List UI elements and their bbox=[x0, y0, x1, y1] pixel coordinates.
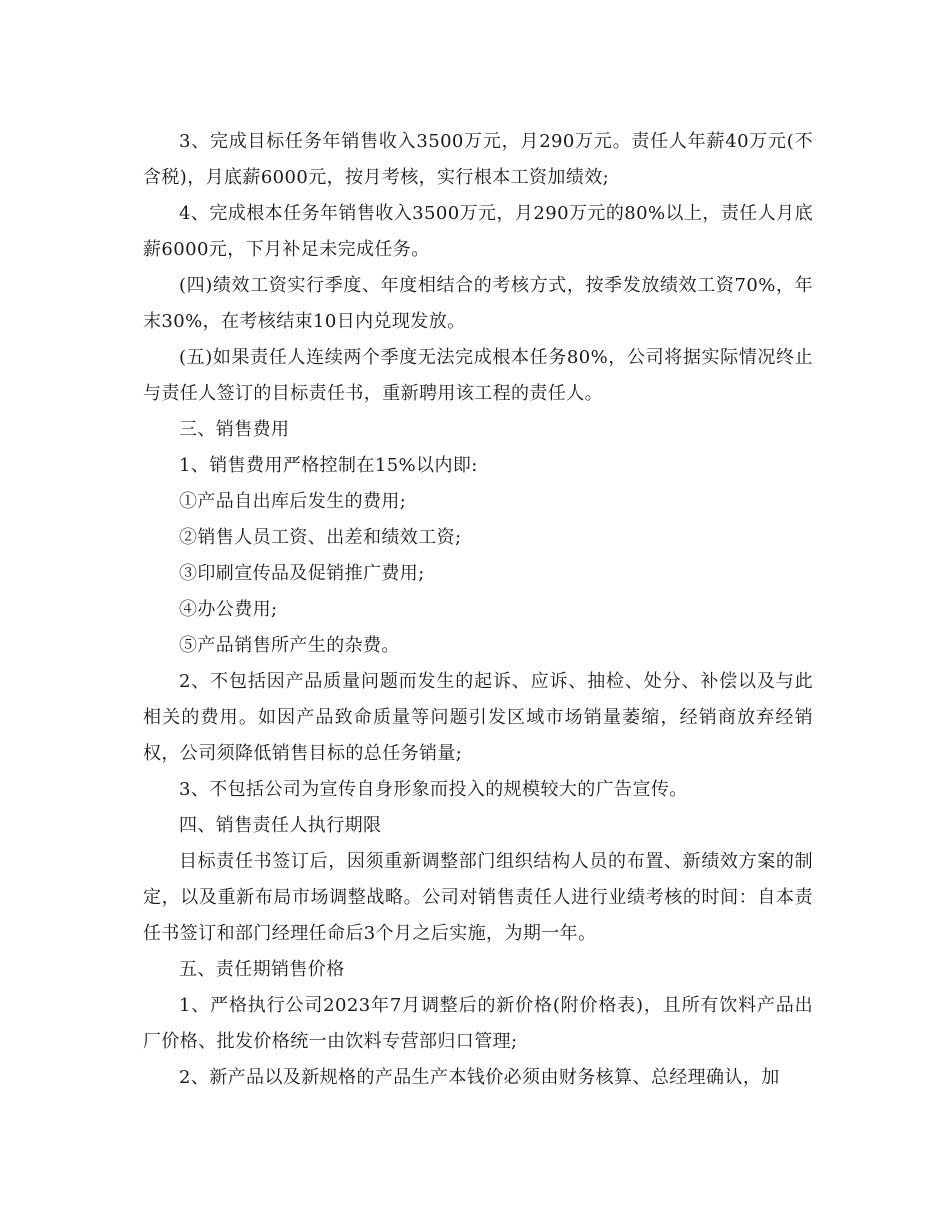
section-heading-sales-expenses: 三、销售费用 bbox=[179, 419, 290, 440]
paragraph-base-task: 4、完成根本任务年销售收入3500万元，月290万元的80%以上，责任人月底薪6000元，下月补足未完成任务。 bbox=[143, 203, 813, 260]
list-item-expense-4: ④办公费用; bbox=[179, 599, 278, 620]
paragraph-termination: (五)如果责任人连续两个季度无法完成根本任务80%，公司将据实际情况终止与责任人签订的目标责任书，重新聘用该工程的责任人。 bbox=[143, 347, 813, 404]
paragraph-advertising-exclusion: 3、不包括公司为宣传自身形象而投入的规模较大的广告宣传。 bbox=[179, 779, 688, 800]
list-item-expense-2: ②销售人员工资、出差和绩效工资; bbox=[179, 527, 462, 548]
paragraph-target-task: 3、完成目标任务年销售收入3500万元，月290万元。责任人年薪40万元(不含税)，月底薪6000元，按月考核，实行根本工资加绩效; bbox=[143, 131, 813, 188]
paragraph-price-policy-2: 2、新产品以及新规格的产品生产本钱价必须由财务核算、总经理确认，加 bbox=[179, 1067, 780, 1088]
list-item-expense-3: ③印刷宣传品及促销推广费用; bbox=[179, 563, 425, 584]
paragraph-performance-pay: (四)绩效工资实行季度、年度相结合的考核方式，按季发放绩效工资70%，年末30%，在考核结束10日内兑现发放。 bbox=[143, 275, 813, 332]
section-heading-sales-price: 五、责任期销售价格 bbox=[179, 959, 345, 980]
document-body bbox=[143, 124, 813, 1096]
paragraph-execution-period: 目标责任书签订后，因须重新调整部门组织结构人员的布置、新绩效方案的制定，以及重新布局市场调整战略。公司对销售责任人进行业绩考核的时间：自本责任书签订和部门经理任命后3个月之后实施，为期一年。 bbox=[143, 851, 813, 944]
list-item-expense-5: ⑤产品销售所产生的杂费。 bbox=[179, 635, 400, 656]
paragraph-expense-limit: 1、销售费用严格控制在15%以内即: bbox=[179, 455, 478, 476]
paragraph-price-policy-1: 1、严格执行公司2023年7月调整后的新价格(附价格表)，且所有饮料产品出厂价格、批发价格统一由饮料专营部归口管理; bbox=[143, 995, 813, 1052]
section-heading-execution-period: 四、销售责任人执行期限 bbox=[179, 815, 382, 836]
paragraph-quality-exclusion: 2、不包括因产品质量问题而发生的起诉、应诉、抽检、处分、补偿以及与此相关的费用。如因产品致命质量等问题引发区域市场销量萎缩，经销商放弃经销权，公司须降低销售目标的总任务销量; bbox=[143, 671, 813, 764]
list-item-expense-1: ①产品自出库后发生的费用; bbox=[179, 491, 407, 512]
